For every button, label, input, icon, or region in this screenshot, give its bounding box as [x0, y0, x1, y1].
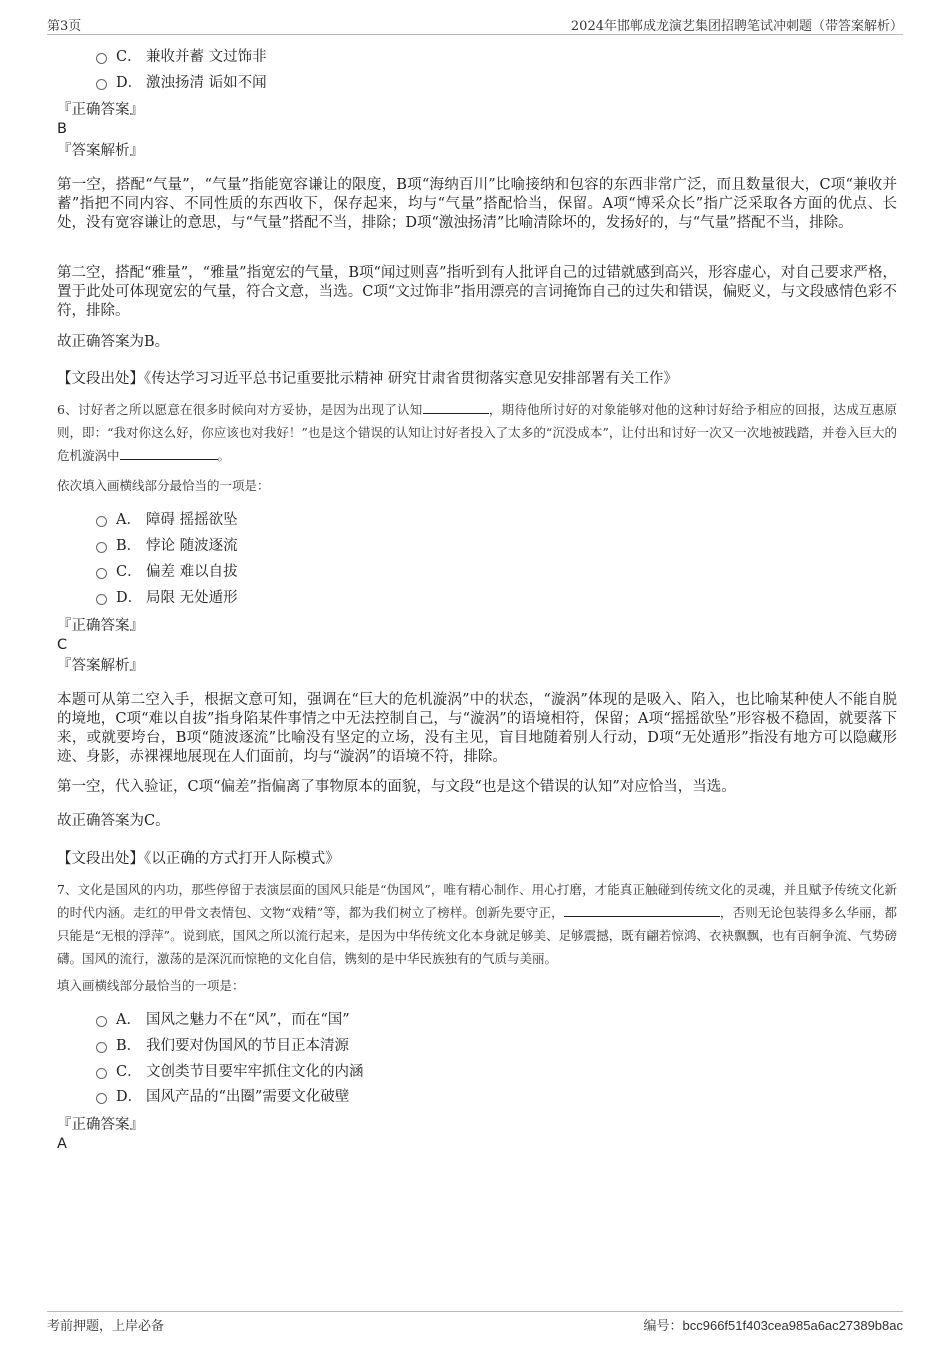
- q6-option-b[interactable]: B． 悖论 随波逐流: [96, 536, 238, 556]
- q6-option-a[interactable]: A． 障碍 摇摇欲坠: [96, 510, 238, 530]
- fill-blank: [120, 447, 218, 460]
- q5-option-d[interactable]: D． 激浊扬清 诟如不闻: [96, 73, 267, 93]
- page-header: [47, 14, 903, 35]
- q5-answer-label: 『正确答案』: [57, 102, 144, 118]
- radio-icon[interactable]: [96, 79, 107, 90]
- q5-analysis-label: 『答案解析』: [57, 143, 144, 159]
- radio-icon[interactable]: [96, 568, 107, 579]
- q7-prompt: 填入画横线部分最恰当的一项是：: [57, 978, 245, 993]
- q6-analysis-paragraph-2: 第一空，代入验证，C项“偏差”指偏离了事物原本的面貌，与文段“也是这个错误的认知”对应恰当，当选。: [57, 779, 736, 795]
- q6-analysis-label: 『答案解析』: [57, 658, 144, 674]
- q7-option-d[interactable]: D． 国风产品的“出圈”需要文化破壁: [96, 1087, 349, 1107]
- radio-icon[interactable]: [96, 53, 107, 64]
- q5-source: 【文段出处】《传达学习习近平总书记重要批示精神 研究甘肃省贯彻落实意见安排部署有关工作》: [57, 371, 678, 387]
- q7-answer-label: 『正确答案』: [57, 1117, 144, 1133]
- page-footer: [47, 1311, 903, 1336]
- page-number: 第3页: [47, 19, 82, 34]
- radio-icon[interactable]: [96, 516, 107, 527]
- radio-icon[interactable]: [96, 1068, 107, 1079]
- document-title: 2024年邯郸成龙演艺集团招聘笔试冲刺题（带答案解析）: [570, 19, 903, 34]
- q6-option-c[interactable]: C． 偏差 难以自拔: [96, 562, 238, 582]
- q5-conclusion: 故正确答案为B。: [57, 334, 170, 350]
- q5-option-c[interactable]: C． 兼收并蓄 文过饰非: [96, 47, 267, 67]
- q6-prompt: 依次填入画横线部分最恰当的一项是：: [57, 478, 270, 493]
- q6-answer-label: 『正确答案』: [57, 618, 144, 634]
- q6-stem: 6、讨好者之所以愿意在很多时候向对方妥协，是因为出现了认知 ，期待他所讨好的对象能够对他的这种讨好给予相应的回报，达成互惠原则，即：“我对你这么好，你应该也对我好！”也是这个错误的认知让讨好者投入了太多的“沉没成本”，让付出和讨好一次又一次地被践踏，并卷入巨大的危机漩涡中 。: [57, 402, 897, 463]
- fill-blank: [564, 904, 720, 917]
- q7-stem: 7、文化是国风的内功，那些停留于表演层面的国风只能是“伪国风”，唯有精心制作、用心打磨，才能真正触碰到传统文化的灵魂，并且赋予传统文化新的时代内涵。走红的甲骨文表情包、文物“戏精”等，都为我们树立了榜样。创新先要守正， ，否则无论包装得多么华丽，都只能是“无根的浮萍”。说到底，国风之所以流行起来，是因为中华传统文化本身就足够美、足够震撼，既有翩若惊鸿、衣袂飘飘，也有百舸争流、气势磅礴。国风的流行，激荡的是深沉而惊艳的文化自信，镌刻的是中华民族独有的气质与美丽。: [57, 882, 897, 966]
- q5-analysis-paragraph-1: 第一空，搭配“气量”，“气量”指能宽容谦让的限度，B项“海纳百川”比喻接纳和包容的东西非常广泛，而且数量很大，C项“兼收并蓄”指把不同内容、不同性质的东西收下，保存起来，均与“气量”搭配恰当，保留。A项“博采众长”指广泛采取各方面的优点、长处，没有宽容谦让的意思，与“气量”搭配不当，排除；D项“激浊扬清”比喻清除坏的，发扬好的，与“气量”搭配不当，排除。: [57, 177, 897, 231]
- q7-option-b[interactable]: B． 我们要对伪国风的节目正本清源: [96, 1036, 349, 1056]
- q6-source: 【文段出处】《以正确的方式打开人际模式》: [57, 851, 340, 867]
- radio-icon[interactable]: [96, 542, 107, 553]
- q7-option-c[interactable]: C． 文创类节目要牢牢抓住文化的内涵: [96, 1062, 364, 1082]
- q7-option-a[interactable]: A． 国风之魅力不在“风”，而在“国”: [96, 1010, 350, 1030]
- radio-icon[interactable]: [96, 1093, 107, 1104]
- q5-analysis-paragraph-2: 第二空，搭配“雅量”，“雅量”指宽宏的气量，B项“闻过则喜”指听到有人批评自己的过错就感到高兴，形容虚心，对自己要求严格，置于此处可体现宽宏的气量，符合文意，当选。C项“文过饰非”指用漂亮的言词掩饰自己的过失和错误，偏贬义，与文段感情色彩不符，排除。: [57, 265, 897, 319]
- q6-option-d[interactable]: D． 局限 无处遁形: [96, 588, 238, 608]
- footer-slogan: 考前押题，上岸必备: [47, 1319, 165, 1334]
- radio-icon[interactable]: [96, 1042, 107, 1053]
- radio-icon[interactable]: [96, 1016, 107, 1027]
- radio-icon[interactable]: [96, 594, 107, 605]
- fill-blank: [423, 401, 489, 414]
- q7-answer: A: [57, 1136, 67, 1152]
- q6-conclusion: 故正确答案为C。: [57, 813, 170, 829]
- document-code: 编号：bcc966f51f403cea985a6ac27389b8ac: [643, 1318, 903, 1334]
- q6-answer: C: [57, 637, 68, 653]
- q5-answer: B: [57, 121, 67, 137]
- q6-analysis-paragraph-1: 本题可从第二空入手，根据文意可知，强调在“巨大的危机漩涡”中的状态，“漩涡”体现的是吸入、陷入，也比喻某种使人不能自脱的境地，C项“难以自拔”指身陷某件事情之中无法控制自己，与“漩涡”的语境相符，保留；A项“摇摇欲坠”形容极不稳固，就要落下来，或就要垮台，B项“随波逐流”比喻没有坚定的立场，没有主见，盲目地随着别人行动，D项“无处遁形”指没有地方可以隐藏形迹、身影，赤裸裸地展现在人们面前，均与“漩涡”的语境不符，排除。: [57, 692, 897, 765]
